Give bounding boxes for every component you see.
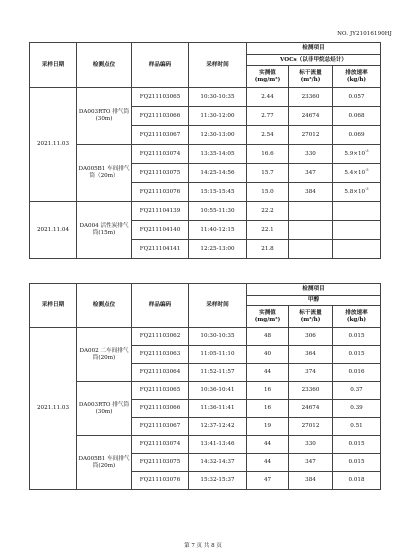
sample-cell: FQ211103065 xyxy=(132,382,189,400)
flow-cell: 27012 xyxy=(289,126,333,145)
rate-cell xyxy=(333,221,381,240)
measured-cell: 44 xyxy=(247,436,289,454)
time-cell: 10:36-10:41 xyxy=(189,382,247,400)
time-cell: 15:15-15:45 xyxy=(189,183,247,202)
flow-cell: 330 xyxy=(289,436,333,454)
flow-cell: 27012 xyxy=(289,418,333,436)
flow-cell: 347 xyxy=(289,454,333,472)
rate-cell: 0.015 xyxy=(333,436,381,454)
voc-results-table xyxy=(29,42,381,259)
time-cell: 12:30-13:00 xyxy=(189,126,247,145)
rate-cell: 0.018 xyxy=(333,472,381,490)
rate-cell: 0.057 xyxy=(333,88,381,107)
rate-cell: 0.015 xyxy=(333,346,381,364)
flow-cell xyxy=(289,221,333,240)
rate-cell: 0.39 xyxy=(333,400,381,418)
point-cell: DA004 活性炭排气筒(15m) xyxy=(77,202,132,259)
time-cell: 15:32-15:37 xyxy=(189,472,247,490)
col-header-rate: 排放速率 (kg/h) xyxy=(333,306,381,328)
measured-cell: 15.0 xyxy=(247,183,289,202)
measured-cell: 48 xyxy=(247,328,289,346)
flow-cell: 23360 xyxy=(289,382,333,400)
time-cell: 10:30-10:35 xyxy=(189,88,247,107)
flow-cell: 384 xyxy=(289,183,333,202)
time-cell: 13:41-13:46 xyxy=(189,436,247,454)
time-cell: 11:40-12:15 xyxy=(189,221,247,240)
measured-cell: 40 xyxy=(247,346,289,364)
col-header-point: 检测点位 xyxy=(77,43,132,88)
sample-cell: FQ211104141 xyxy=(132,240,189,259)
rate-cell xyxy=(333,202,381,221)
measured-cell: 22.1 xyxy=(247,221,289,240)
flow-cell: 24674 xyxy=(289,400,333,418)
rate-cell xyxy=(333,240,381,259)
sample-cell: FQ211103064 xyxy=(132,364,189,382)
point-cell: DA002 二车间排气筒(20m) xyxy=(77,328,132,382)
measured-cell: 2.44 xyxy=(247,88,289,107)
col-header-date: 采样日期 xyxy=(30,43,77,88)
time-cell: 14:32-14:37 xyxy=(189,454,247,472)
point-cell: DA005B1 车间排气筒（20m） xyxy=(77,145,132,202)
sample-cell: FQ211103063 xyxy=(132,346,189,364)
methanol-results-table xyxy=(29,283,381,490)
col-header-flow: 标干流量 (m³/h) xyxy=(289,306,333,328)
col-header-sample: 样品编码 xyxy=(132,284,189,328)
time-cell: 11:30-12:00 xyxy=(189,107,247,126)
flow-cell xyxy=(289,240,333,259)
sample-cell: FQ211103075 xyxy=(132,454,189,472)
flow-cell: 24674 xyxy=(289,107,333,126)
sample-cell: FQ211103062 xyxy=(132,328,189,346)
rate-cell: 0.016 xyxy=(333,364,381,382)
sample-cell: FQ211104139 xyxy=(132,202,189,221)
rate-cell: $5.4\times 10^{-3}$ xyxy=(333,164,381,183)
sample-cell: FQ211103067 xyxy=(132,126,189,145)
sample-cell: FQ211103066 xyxy=(132,107,189,126)
flow-cell: 306 xyxy=(289,328,333,346)
sample-cell: FQ211103065 xyxy=(132,88,189,107)
measured-cell: 19 xyxy=(247,418,289,436)
flow-cell: 384 xyxy=(289,472,333,490)
report-number: NO. JY21016190HJ xyxy=(337,31,392,37)
col-header-time: 采样时间 xyxy=(189,284,247,328)
time-cell: 10:30-10:35 xyxy=(189,328,247,346)
time-cell: 11:36-11:41 xyxy=(189,400,247,418)
measured-cell: 44 xyxy=(247,454,289,472)
rate-cell: 0.069 xyxy=(333,126,381,145)
col-header-flow: 标干流量 (m³/h) xyxy=(289,66,333,88)
time-cell: 12:37-12:42 xyxy=(189,418,247,436)
time-cell: 12:25-13:00 xyxy=(189,240,247,259)
flow-cell: 330 xyxy=(289,145,333,164)
col-header-measured: 实测值 (mg/m³) xyxy=(247,306,289,328)
measured-cell: 2.54 xyxy=(247,126,289,145)
sample-cell: FQ211104140 xyxy=(132,221,189,240)
measured-cell: 16 xyxy=(247,382,289,400)
flow-cell: 374 xyxy=(289,364,333,382)
rate-cell: $5.9\times 10^{-3}$ xyxy=(333,145,381,164)
flow-cell: 347 xyxy=(289,164,333,183)
point-cell: DA005B1 车间排气筒(20m) xyxy=(77,436,132,490)
col-header-measured: 实测值 (mg/m³) xyxy=(247,66,289,88)
rate-cell: $5.8\times 10^{-3}$ xyxy=(333,183,381,202)
date-cell: 2021.11.04 xyxy=(30,202,77,259)
rate-cell: 0.51 xyxy=(333,418,381,436)
time-cell: 14:25-14:56 xyxy=(189,164,247,183)
measured-cell: 22.2 xyxy=(247,202,289,221)
sample-cell: FQ211103066 xyxy=(132,400,189,418)
rate-cell: 0.068 xyxy=(333,107,381,126)
measured-cell: 16 xyxy=(247,400,289,418)
time-cell: 11:05-11:10 xyxy=(189,346,247,364)
measured-cell: 21.8 xyxy=(247,240,289,259)
point-cell: DA003RTO 排气筒(30m) xyxy=(77,382,132,436)
time-cell: 13:35-14:05 xyxy=(189,145,247,164)
flow-cell: 364 xyxy=(289,346,333,364)
col-header-point: 检测点位 xyxy=(77,284,132,328)
col-header-items: 检测项目 xyxy=(247,284,381,296)
measured-cell: 47 xyxy=(247,472,289,490)
rate-cell: 0.015 xyxy=(333,454,381,472)
col-header-sample: 样品编码 xyxy=(132,43,189,88)
sample-cell: FQ211103075 xyxy=(132,164,189,183)
measured-cell: 44 xyxy=(247,364,289,382)
sample-cell: FQ211103076 xyxy=(132,183,189,202)
flow-cell: 23360 xyxy=(289,88,333,107)
date-cell: 2021.11.03 xyxy=(30,88,77,202)
sample-cell: FQ211103067 xyxy=(132,418,189,436)
flow-cell xyxy=(289,202,333,221)
measured-cell: 16.6 xyxy=(247,145,289,164)
pollutant-name: 甲醇 xyxy=(247,296,381,306)
point-cell: DA003RTO 排气筒(30m) xyxy=(77,88,132,145)
sample-cell: FQ211103074 xyxy=(132,436,189,454)
time-cell: 10:55-11:30 xyxy=(189,202,247,221)
measured-cell: 15.7 xyxy=(247,164,289,183)
col-header-time: 采样时间 xyxy=(189,43,247,88)
rate-cell: 0.37 xyxy=(333,382,381,400)
sample-cell: FQ211103076 xyxy=(132,472,189,490)
sample-cell: FQ211103074 xyxy=(132,145,189,164)
pollutant-name: VOCs（以非甲烷总烃计） xyxy=(247,55,381,66)
page-footer: 第 7 页 共 8 页 xyxy=(184,543,222,549)
time-cell: 11:52-11:57 xyxy=(189,364,247,382)
measured-cell: 2.77 xyxy=(247,107,289,126)
date-cell: 2021.11.03 xyxy=(30,328,77,490)
col-header-date: 采样日期 xyxy=(30,284,77,328)
rate-cell: 0.015 xyxy=(333,328,381,346)
col-header-items: 检测项目 xyxy=(247,43,381,55)
col-header-rate: 排放速率 (kg/h) xyxy=(333,66,381,88)
